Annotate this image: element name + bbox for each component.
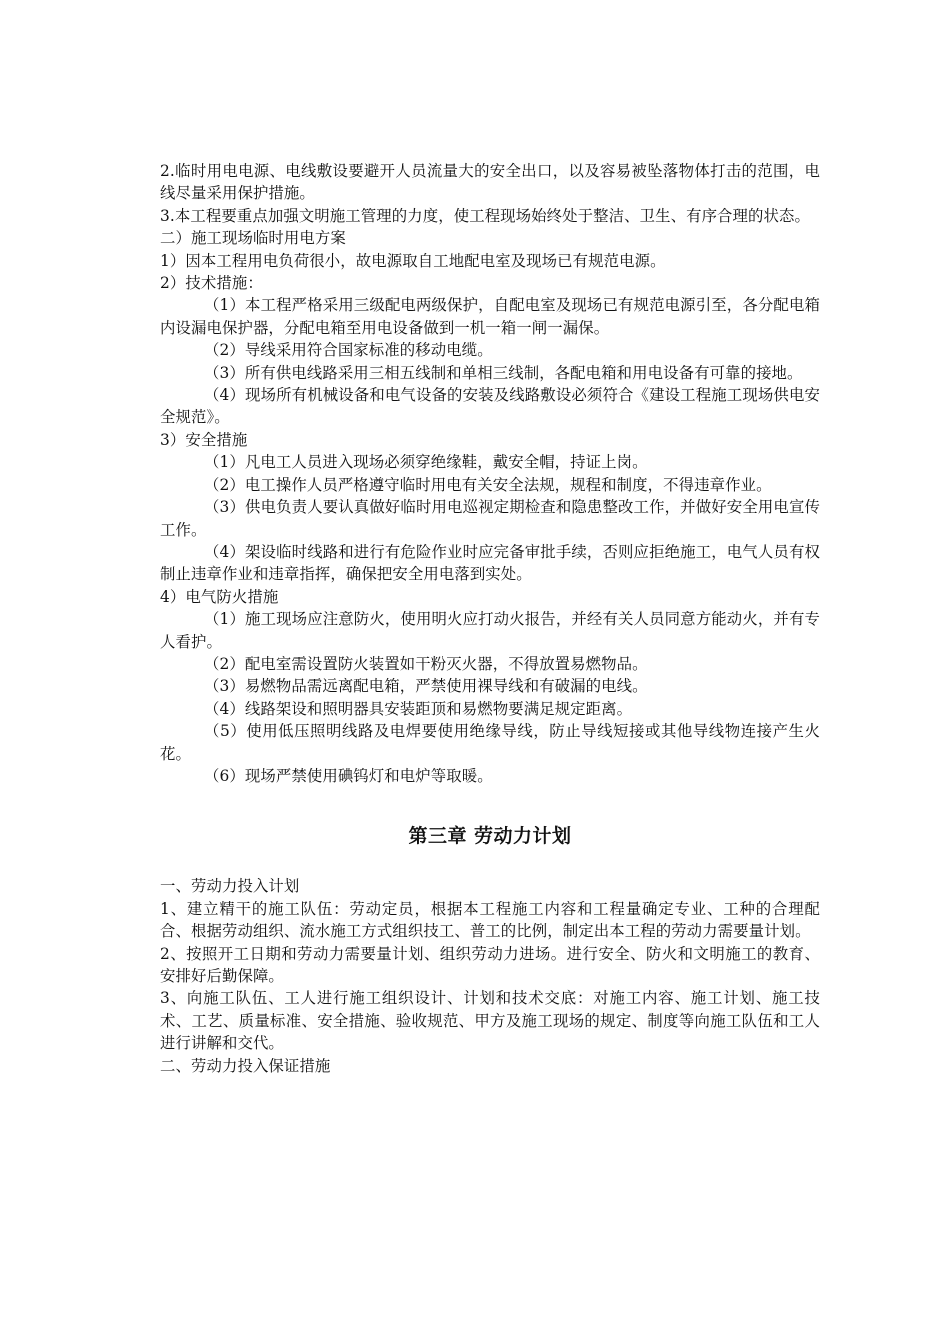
section-labor bbox=[160, 875, 820, 1077]
list-item: （5）使用低压照明线路及电焊要使用绝缘导线，防止导线短接或其他导线物连接产生火花。 bbox=[160, 722, 820, 763]
list-item: （3）易燃物品需远离配电箱，严禁使用裸导线和有破漏的电线。 bbox=[204, 677, 648, 696]
list-item: （6）现场严禁使用碘钨灯和电炉等取暖。 bbox=[204, 766, 493, 785]
paragraph: 2、按照开工日期和劳动力需要量计划、组织劳动力进场。进行安全、防火和文明施工的教育、安排好后勤保障。 bbox=[160, 944, 820, 985]
document-page bbox=[160, 160, 820, 1077]
list-item: （4）线路架设和照明器具安装距顶和易燃物要满足规定距离。 bbox=[204, 699, 633, 718]
list-item: （3）供电负责人要认真做好临时用电巡视定期检查和隐患整改工作，并做好安全用电宣传工作。 bbox=[160, 498, 820, 539]
list-item: （4）现场所有机械设备和电气设备的安装及线路敷设必须符合《建设工程施工现场供电安全规范》。 bbox=[160, 386, 820, 427]
paragraph: 1）因本工程用电负荷很小，故电源取自工地配电室及现场已有规范电源。 bbox=[160, 251, 666, 270]
subsection-heading: 2）技术措施： bbox=[160, 274, 263, 293]
list-item: （2）导线采用符合国家标准的移动电缆。 bbox=[204, 341, 493, 360]
paragraph: 3、向施工队伍、工人进行施工组织设计、计划和技术交底：对施工内容、施工计划、施工技术、工艺、质量标准、安全措施、验收规范、甲方及施工现场的规定、制度等向施工队伍和工人进行讲解和交代。 bbox=[160, 989, 820, 1053]
list-item: （4）架设临时线路和进行有危险作业时应完备审批手续，否则应拒绝施工，电气人员有权制止违章作业和违章指挥，确保把安全用电落到实处。 bbox=[160, 542, 820, 584]
chapter-title: 第三章 劳动力计划 bbox=[408, 825, 572, 848]
list-item: （3）所有供电线路采用三相五线制和单相三线制，各配电箱和用电设备有可靠的接地。 bbox=[204, 363, 803, 382]
paragraph: 1、建立精干的施工队伍：劳动定员，根据本工程施工内容和工程量确定专业、工种的合理配合、根据劳动组织、流水施工方式组织技工、普工的比例，制定出本工程的劳动力需要量计划。 bbox=[160, 899, 820, 941]
list-item: （1）凡电工人员进入现场必须穿绝缘鞋，戴安全帽，持证上岗。 bbox=[204, 453, 648, 472]
list-item: （1）施工现场应注意防火，使用明火应打动火报告，并经有关人员同意方能动火，并有专人看护。 bbox=[160, 610, 820, 651]
section-heading: 二、劳动力投入保证措施 bbox=[160, 1056, 331, 1075]
subsection-heading: 3）安全措施 bbox=[160, 430, 248, 449]
subsection-heading: 4）电气防火措施 bbox=[160, 587, 279, 606]
paragraph: 2.临时用电电源、电线敷设要避开人员流量大的安全出口，以及容易被坠落物体打击的范围，电线尽量采用保护措施。 bbox=[160, 162, 820, 203]
list-item: （2）配电室需设置防火装置如干粉灭火器，不得放置易燃物品。 bbox=[204, 654, 648, 673]
list-item: （2）电工操作人员严格遵守临时用电有关安全法规，规程和制度，不得违章作业。 bbox=[204, 475, 772, 494]
section-electrical bbox=[160, 160, 820, 787]
section-heading: 二）施工现场临时用电方案 bbox=[160, 229, 346, 248]
paragraph: 3.本工程要重点加强文明施工管理的力度，使工程现场始终处于整洁、卫生、有序合理的状态。 bbox=[160, 206, 811, 225]
list-item: （1）本工程严格采用三级配电两级保护，自配电室及现场已有规范电源引至，各分配电箱内设漏电保护器，分配电箱至用电设备做到一机一箱一闸一漏保。 bbox=[160, 296, 820, 337]
section-heading: 一、劳动力投入计划 bbox=[160, 877, 300, 896]
